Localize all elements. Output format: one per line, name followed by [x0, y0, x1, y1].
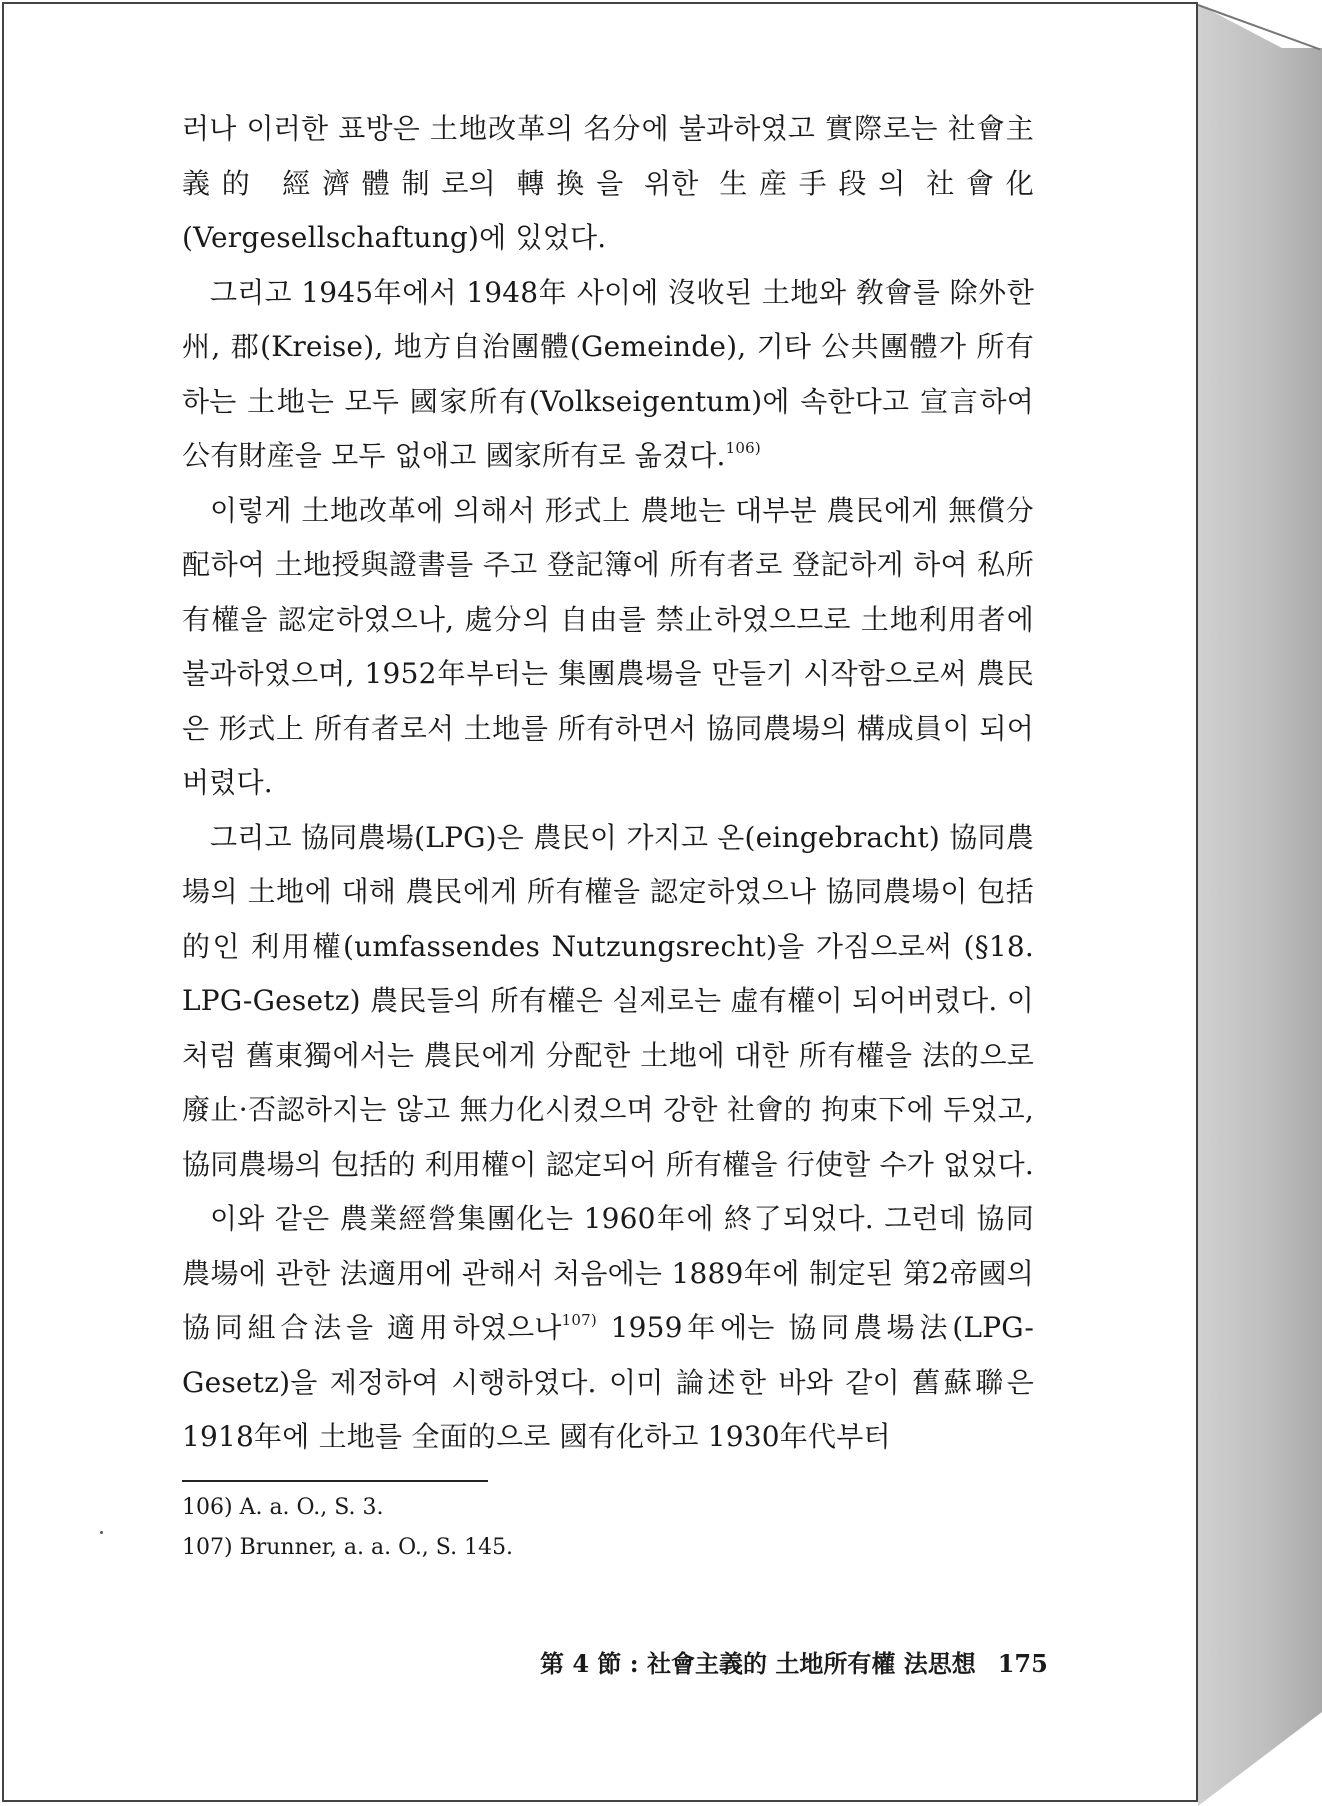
paragraph-5-text-a: 이와 같은 農業經營集團化는 1960年에 終了되었다. 그런데 協同農場에 관한 法適用에 관해서 처음에는 1889年에 制定된 第2帝國의 協同組合法을 適用하였으나	[182, 1202, 1034, 1344]
stray-mark	[100, 1531, 103, 1534]
paragraph-5-text-b: 1959年에는 協同農場法(LPG-Gesetz)을 제정하여 시행하였다. 이미 論述한 바와 같이 舊蘇聯은 1918年에 土地를 全面的으로 國有化하고 1930年代부터	[182, 1311, 1034, 1453]
paragraph-1: 러나 이러한 표방은 土地改革의 名分에 불과하였고 實際로는 社會主義的 經濟體制로의 轉換을 위한 生産手段의 社會化(Vergesellschaftung)에 있었다.	[182, 112, 1034, 254]
footer-section-title: 第 4 節 : 社會主義的 土地所有權 法思想	[540, 1649, 976, 1678]
page-number: 175	[997, 1649, 1048, 1678]
body-text	[182, 102, 1034, 1465]
running-footer	[540, 1644, 1048, 1679]
footnote-107: 107) Brunner, a. a. O., S. 145.	[182, 1535, 514, 1560]
paragraph-5	[182, 1192, 1034, 1465]
paragraph-3: 이렇게 土地改革에 의해서 形式上 農地는 대부분 農民에게 無償分配하여 土地授與證書를 주고 登記簿에 所有者로 登記하게 하여 私所有權을 認定하였으나, 處分의 自由를 禁止하였으므로 土地利用者에 불과하였으며, 1952年부터는 集團農場을 만들기 시작함으로써 農民은 形式上 所有者로서 土地를 所有하면서 協同農場의 構成員이 되어버렸다.	[182, 493, 1034, 799]
footnotes	[182, 1488, 882, 1568]
footnote-divider	[182, 1480, 488, 1482]
paragraph-2-text: 그리고 1945年에서 1948年 사이에 沒收된 土地와 敎會를 除外한 州, 郡(Kreise), 地方自治團體(Gemeinde), 기타 公共團體가 所有하는 土地는 모두 國家所有(Volkseigentum)에 속한다고 宣言하여 公有財産을 모두 없애고 國家所有로 옮겼다.	[182, 275, 1034, 472]
footnote-106: 106) A. a. O., S. 3.	[182, 1495, 384, 1520]
footnote-ref-106: 106)	[725, 439, 761, 457]
footnote-ref-107: 107)	[561, 1311, 597, 1329]
book-edge	[1198, 0, 1322, 1806]
paragraph-2	[182, 266, 1034, 484]
paragraph-4: 그리고 協同農場(LPG)은 農民이 가지고 온(eingebracht) 協同農場의 土地에 대해 農民에게 所有權을 認定하였으나 協同農場이 包括的인 利用權(umfassendes Nutzungsrecht)을 가짐으로써 (§18. LPG-Gesetz) 農民들의 所有權은 실제로는 虛有權이 되어버렸다. 이처럼 舊東獨에서는 農民에게 分配한 土地에 대한 所有權을 法的으로 廢止·否認하지는 않고 無力化시켰으며 강한 社會的 拘束下에 두었고, 協同農場의 包括的 利用權이 認定되어 所有權을 行使할 수가 없었다.	[182, 820, 1034, 1181]
